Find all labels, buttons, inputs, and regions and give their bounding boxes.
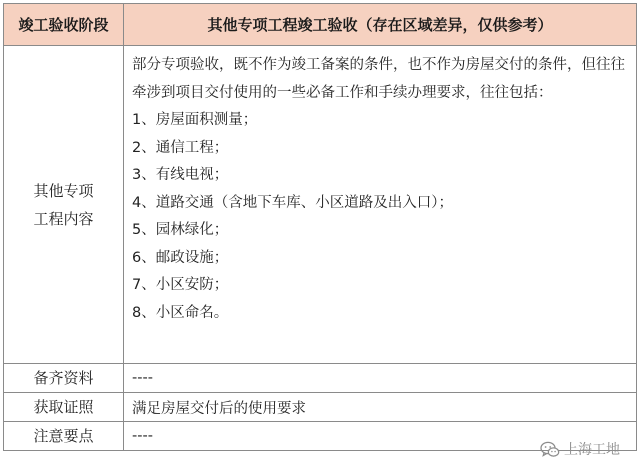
row-label-line: 其他专项 <box>33 181 94 200</box>
row-label <box>4 46 124 364</box>
row-value: ---- <box>124 422 637 451</box>
list-item: 4、道路交通（含地下车库、小区道路及出入口）； <box>132 194 453 211</box>
list-item: 1、房屋面积测量； <box>132 112 258 128</box>
row-value: ---- <box>124 364 637 393</box>
table-header-row <box>4 4 637 46</box>
row-label: 获取证照 <box>4 393 124 422</box>
header-stage: 竣工验收阶段 <box>4 4 124 46</box>
content-intro: 部分专项验收，既不作为竣工备案的条件，也不作为房屋交付的条件，但往往牵涉到项目交付使用的一些必备工作和手续办理要求，往往包括： <box>132 57 625 101</box>
list-item: 6、邮政设施； <box>132 249 229 266</box>
row-label: 备齐资料 <box>4 364 124 393</box>
acceptance-table <box>3 3 637 451</box>
row-label-line: 工程内容 <box>33 209 94 228</box>
watermark-text: 上海工地 <box>564 442 620 458</box>
wechat-icon <box>540 441 560 458</box>
list-item: 7、小区安防； <box>132 277 229 293</box>
row-value: 满足房屋交付后的使用要求 <box>124 393 637 422</box>
table-row <box>4 393 637 422</box>
header-title: 其他专项工程竣工验收（存在区域差异，仅供参考） <box>124 4 637 46</box>
row-content <box>124 46 637 364</box>
table-row <box>4 364 637 393</box>
watermark <box>540 439 620 459</box>
list-item: 8、小区命名。 <box>132 304 229 321</box>
list-item: 3、有线电视； <box>132 167 229 183</box>
list-item: 5、园林绿化； <box>132 222 229 238</box>
table-row <box>4 46 637 364</box>
list-item: 2、通信工程； <box>132 139 229 156</box>
row-label: 注意要点 <box>4 422 124 451</box>
